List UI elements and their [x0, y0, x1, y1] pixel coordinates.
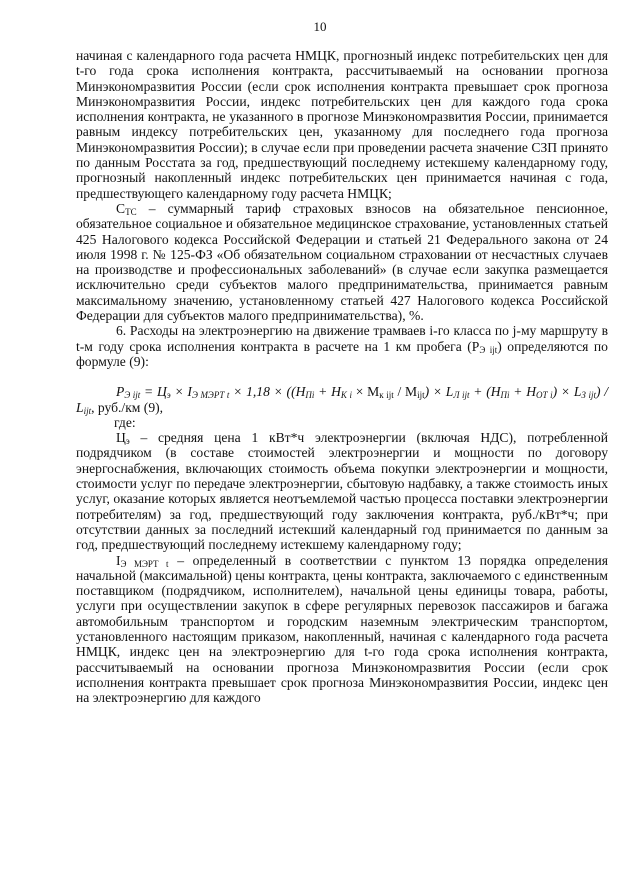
paragraph-consumer-price-index: начиная с календарного года расчета НМЦК, прогнозный индекс потребительских цен для t-го года срока исполнения контракта, рассчитываемый на основании прогноза Минэкономразвития России (если срок исполнения контракта превышает срок прогноза Минэкономразвития России, индекс потребительских цен для каждого года срока исполнения контракта, не указанного в прогнозе Минэкономразвития России, принимается равным индексу потребительских цен, указанному для последнего года прогноза Минэкономразвития России); в случае если при проведении расчета значение СЗП принято по данным Росстата за год, предшествующий последнему истекшему календарному году, прогнозный накопленный индекс потребительских цен принимается начиная с года, предшествующего календарному году расчета НМЦК; — [76, 48, 608, 201]
where-label: где: — [114, 414, 136, 430]
term-ie: $I_{Э МЭРТ t}$ — [116, 552, 169, 569]
paragraph-electricity-price: $Ц_э$ – средняя цена 1 кВт*ч электроэнергии (включая НДС), потребленной подрядчиком (в составе стоимостей электроэнергии и мощности по договору энергоснабжения, включающих стоимость объема покупки электроэнергии и мощности, стоимости услуг по передаче электроэнергии, сбытовую надбавку, а также стоимость иных услуг, оказание которых является неотъемлемой частью процесса поставки электроэнергии потребителям) за год, предшествующий году заключения контракта, руб./кВт*ч; при отсутствии данных за последний истекший календарный год принимается по данным за год, предшествующий последнему истекшему календарному году; — [76, 430, 608, 553]
paragraph-insurance-tariff: $С_{ТС}$ – суммарный тариф страховых взносов на обязательное пенсионное, обязательное социальное и обязательное медицинское страхование, установленных статьей 425 Налогового кодекса Российской Федерации и статьей 21 Федерального закона от 24 июля 1998 г. № 125-ФЗ «Об обязательном социальном страховании от несчастных случаев на производстве и профессиональных заболеваний» (в случае если закупка размещается исключительно среди субъектов малого предпринимательства, принимается равным максимальному значению, установленному статьей 427 Налогового кодекса Российской Федерации для субъектов малого предпринимательства), %. — [76, 200, 608, 324]
term-cts: $С_{ТС}$ — [116, 200, 137, 217]
paragraph-electricity-costs: 6. Расходы на электроэнергию на движение трамваев i-го класса по j-му маршруту в t-м году срока исполнения контракта в расчете на 1 км пробега $(Р_{Э ijt})$ определяются по формуле (9): — [76, 323, 608, 369]
page-number: 10 — [313, 19, 327, 34]
term-ce: $Ц_э$ — [116, 430, 130, 447]
formula-9: $Р_{Э ijt} = Ц_э \times I_{Э МЭРТ t} \times 1,18 \times ((Н_{Пi} + Н_{К i} \times М_{к ijt} / М_{ijt}) \times L_{Л ijt} + (Н_{Пi} + Н_{ОТ i}) \times L_{З ijt}) / L_{ijt}$, руб./км (9), — [76, 384, 608, 416]
document-body — [76, 48, 608, 705]
paragraph-electricity-index: $I_{Э МЭРТ t}$ – определенный в соответствии с пунктом 13 порядка определения начальной (максимальной) цены контракта, цены контракта, заключаемого с единственным поставщиком (подрядчиком, исполнителем), начальной цены единицы товара, работы, услуги при осуществлении закупок в сфере регулярных перевозок пассажиров и багажа автомобильным транспортом и городским наземным электрическим транспортом, установленного настоящим приказом, накопленный, начиная с календарного года расчета НМЦК, индекс цен на электроэнергию для t-го года срока исполнения контракта, рассчитываемый на основании прогноза Минэкономразвития России (если срок исполнения контракта превышает срок прогноза Минэкономразвития России, индекс цен на электроэнергию для каждого — [76, 552, 608, 706]
